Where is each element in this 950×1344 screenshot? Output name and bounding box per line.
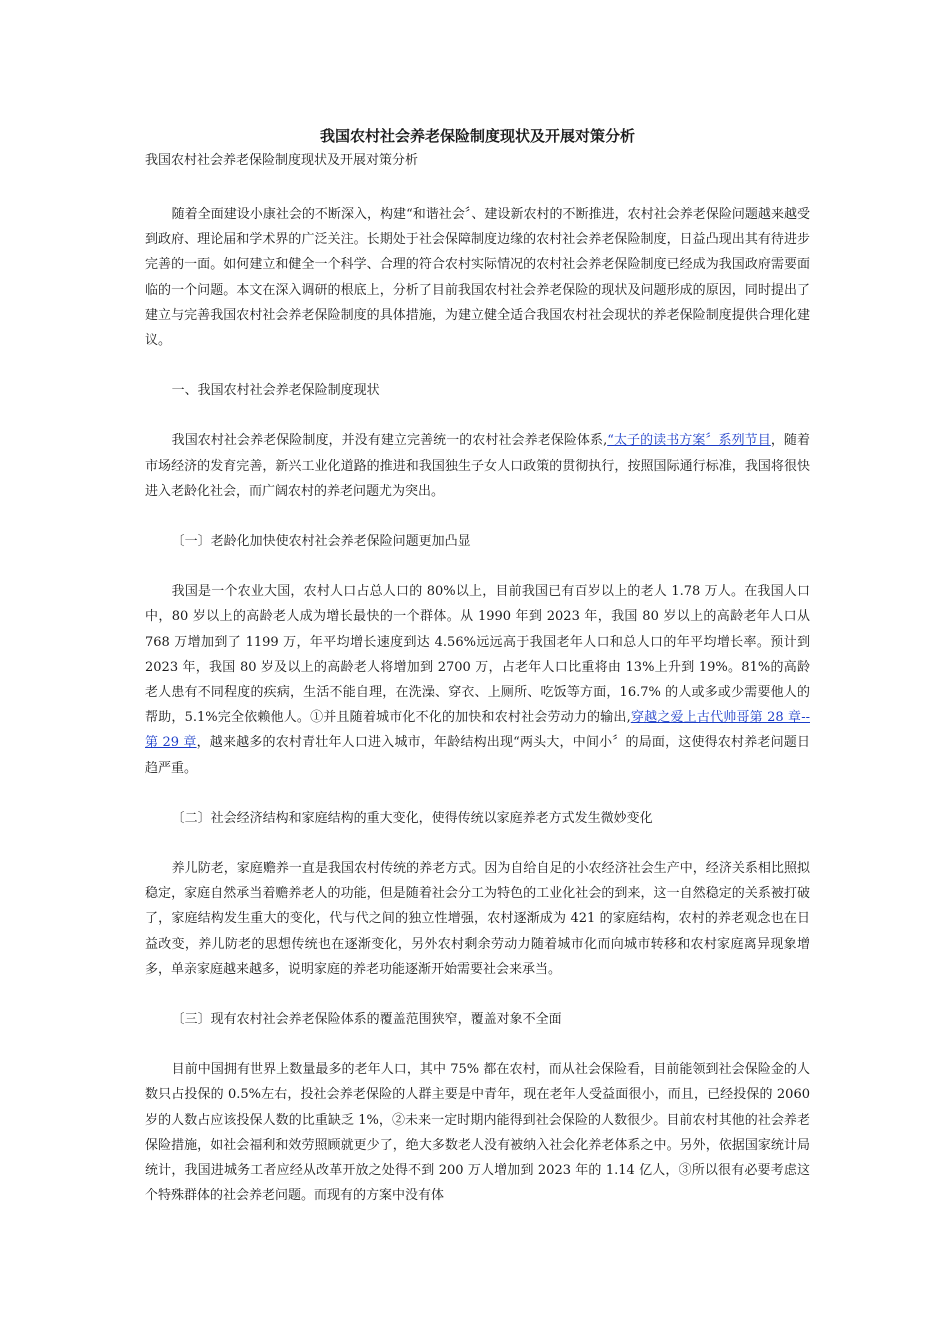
section1-paragraph xyxy=(145,428,810,504)
subsection1-paragraph xyxy=(145,579,810,781)
subsection1-heading: 〔一〕老龄化加快使农村社会养老保险问题更加凸显 xyxy=(171,534,471,550)
subsection1-text-b: ，越来越多的农村青壮年人口进入城市，年龄结构出现“两头大，中间小〞的局面，这使得农村养老问题日趋严重。 xyxy=(145,735,810,776)
subsection2-paragraph: 养儿防老，家庭赡养一直是我国农村传统的养老方式。因为自给自足的小农经济社会生产中，经济关系相比照拟稳定，家庭自然承当着赡养老人的功能，但是随着社会分工为特色的工业化社会的到来，这一自然稳定的关系被打破了，家庭结构发生重大的变化，代与代之间的独立性增强，农村逐渐成为 421 的家庭结构，农村的养老观念也在日益改变，养儿防老的思想传统也在逐渐变化，另外农村剩余劳动力随着城市化而向城市转移和农村家庭离异现象增多，单亲家庭越来越多，说明家庭的养老功能逐渐开始需要社会来承当。 xyxy=(145,861,810,977)
subsection3-paragraph: 目前中国拥有世界上数量最多的老年人口，其中 75% 都在农村，而从社会保险看，目前能领到社会保险金的人数只占投保的 0.5%左右，投社会养老保险的人群主要是中青年，现在老年人受益面很小，而且，已经投保的 2060 岁的人数占应该投保人数的比重缺乏 1%，②未来一定时期内能得到社会保险的人数很少。目前农村其他的社会养老保险措施，如社会福利和效劳照顾就更少了，绝大多数老人没有被纳入社会化养老体系之中。另外，依据国家统计局统计，我国进城务工者应经从改革开放之处得不到 200 万人增加到 2023 年的 1.14 亿人，③所以很有必要考虑这个特殊群体的社会养老问题。而现有的方案中没有体 xyxy=(145,1062,810,1204)
subsection3-heading: 〔三〕现有农村社会养老保险体系的覆盖范围狭窄，覆盖对象不全面 xyxy=(171,1012,562,1028)
subsection2-heading: 〔二〕社会经济结构和家庭结构的重大变化，使得传统以家庭养老方式发生微妙变化 xyxy=(171,810,653,826)
series-program-link[interactable]: “太子的读书方案〞系列节目 xyxy=(607,433,771,449)
chapter-link[interactable]: 穿越之爱上古代帅哥第 28 章--第 29 章 xyxy=(145,710,810,751)
document-title: 我国农村社会养老保险制度现状及开展对策分析 xyxy=(319,127,635,145)
section1-text-a: 我国农村社会养老保险制度，并没有建立完善统一的农村社会养老保险体系, xyxy=(171,433,608,449)
section1-text-b: ，随着市场经济的发育完善，新兴工业化道路的推进和我国独生子女人口政策的贯彻执行，按照国际通行标准，我国将很快进入老龄化社会，而广阔农村的养老问题尤为突出。 xyxy=(145,433,810,499)
subsection1-text-a: 我国是一个农业大国，农村人口占总人口的 80%以上，目前我国已有百岁以上的老人 1.78 万人。在我国人口中，80 岁以上的高龄老人成为增长最快的一个群体。从 1990 年到 2023 年，我国 80 岁以上的高龄老年人口从 768 万增加到了 1199 万，年平均增长速度到达 4.56%远远高于我国老年人口和总人口的年平均增长率。预计到 2023 年，我国 80 岁及以上的高龄老人将增加到 2700 万，占老年人口比重将由 13%上升到 19%。81%的高龄老人患有不同程度的疾病，生活不能自理，在洗澡、穿衣、上厕所、吃饭等方面，16.7% 的人或多或少需要他人的帮助，5.1%完全依赖他人。①并且随着城市化不化的加快和农村社会劳动力的输出, xyxy=(145,584,810,726)
document-subtitle: 我国农村社会养老保险制度现状及开展对策分析 xyxy=(145,153,419,168)
document-page xyxy=(145,122,810,1209)
intro-paragraph: 随着全面建设小康社会的不断深入，构建“和谐社会〞、建设新农村的不断推进，农村社会养老保险问题越来越受到政府、理论届和学术界的广泛关注。长期处于社会保障制度边缘的农村社会养老保险制度，日益凸现出其有待进步完善的一面。如何建立和健全一个科学、合理的符合农村实际情况的农村社会养老保险制度已经成为我国政府需要面临的一个问题。本文在深入调研的根底上，分析了目前我国农村社会养老保险的现状及问题形成的原因，同时提出了建立与完善我国农村社会养老保险制度的具体措施，为建立健全适合我国农村社会现状的养老保险制度提供合理化建议。 xyxy=(145,207,810,349)
section1-heading: 一、我国农村社会养老保险制度现状 xyxy=(171,383,380,399)
